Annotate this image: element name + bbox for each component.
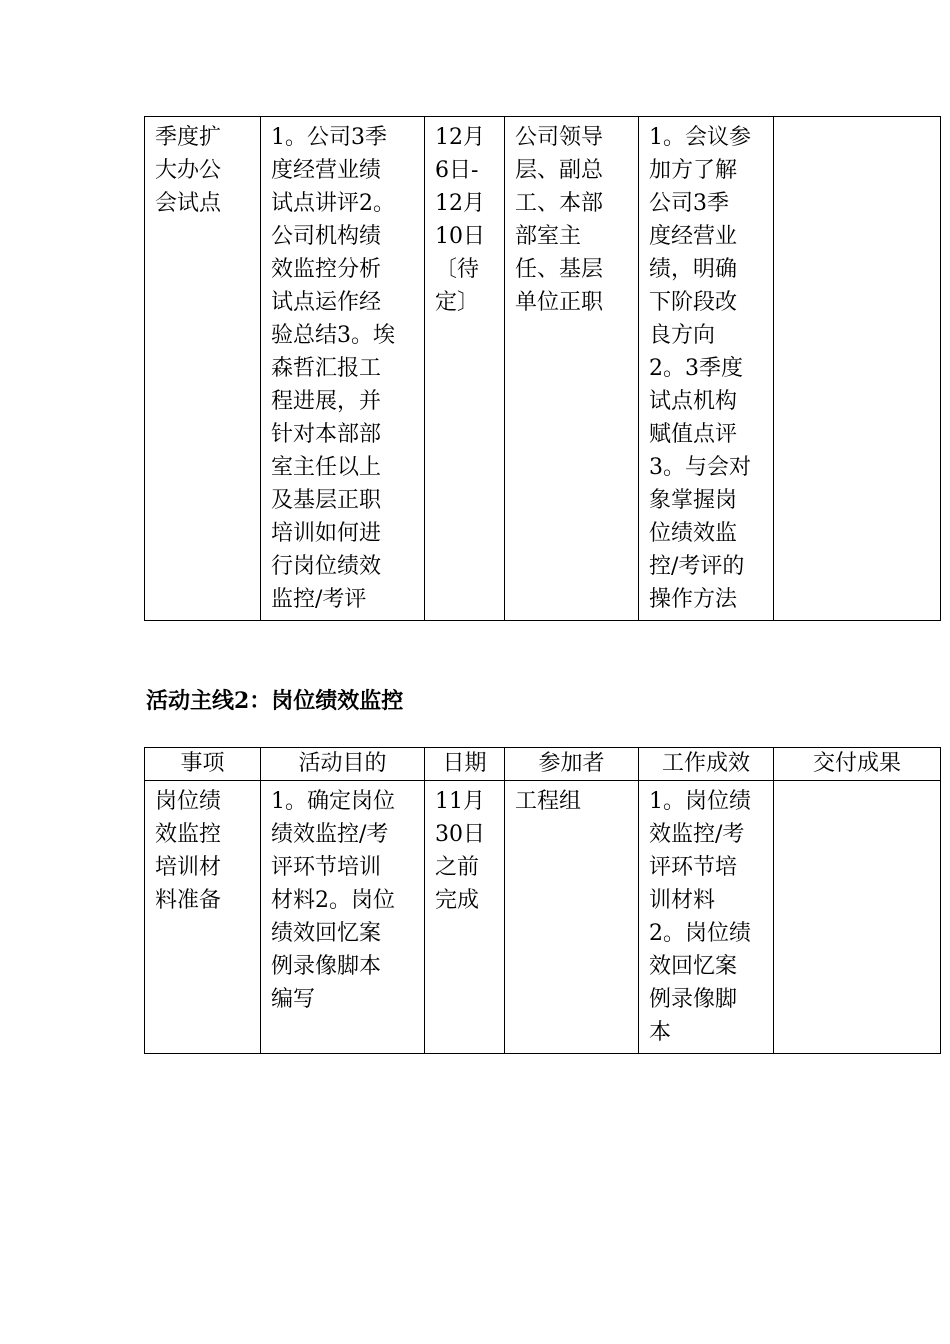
- table-row: [145, 117, 941, 621]
- item-cell: 季度扩 大办公 会试点: [145, 117, 261, 621]
- header-participants: 参加者: [505, 748, 639, 781]
- header-purpose: 活动目的: [261, 748, 425, 781]
- header-row: [145, 748, 941, 781]
- purpose-cell: 1。公司3季 度经营业绩 试点讲评2。 公司机构绩 效监控分析 试点运作经 验总结3。埃 森哲汇报工 程进展，并 针对本部部 室主任以上 及基层正职 培训如何进 行岗位绩效 监控/考评: [261, 117, 425, 621]
- header-date: 日期: [425, 748, 505, 781]
- activity-table-1: [144, 116, 941, 621]
- date-cell: 11月 30日 之前 完成: [425, 781, 505, 1054]
- deliverable-cell: [774, 781, 941, 1054]
- participants-cell: 工程组: [505, 781, 639, 1054]
- header-deliverable: 交付成果: [774, 748, 941, 781]
- section-heading: 活动主线2：岗位绩效监控: [146, 688, 404, 714]
- header-outcome: 工作成效: [639, 748, 774, 781]
- purpose-cell: 1。确定岗位 绩效监控/考 评环节培训 材料2。岗位 绩效回忆案 例录像脚本 编写: [261, 781, 425, 1054]
- activity-table-2: [144, 747, 941, 1054]
- outcome-cell: 1。岗位绩 效监控/考 评环节培 训材料 2。岗位绩 效回忆案 例录像脚 本: [639, 781, 774, 1054]
- item-cell: 岗位绩 效监控 培训材 料准备: [145, 781, 261, 1054]
- table-row: [145, 781, 941, 1054]
- date-cell: 12月 6日- 12月 10日 〔待 定〕: [425, 117, 505, 621]
- outcome-cell: 1。会议参 加方了解 公司3季 度经营业 绩，明确 下阶段改 良方向 2。3季度 试点机构 赋值点评 3。与会对 象掌握岗 位绩效监 控/考评的 操作方法: [639, 117, 774, 621]
- header-item: 事项: [145, 748, 261, 781]
- deliverable-cell: [774, 117, 941, 621]
- participants-cell: 公司领导 层、副总 工、本部 部室主 任、基层 单位正职: [505, 117, 639, 621]
